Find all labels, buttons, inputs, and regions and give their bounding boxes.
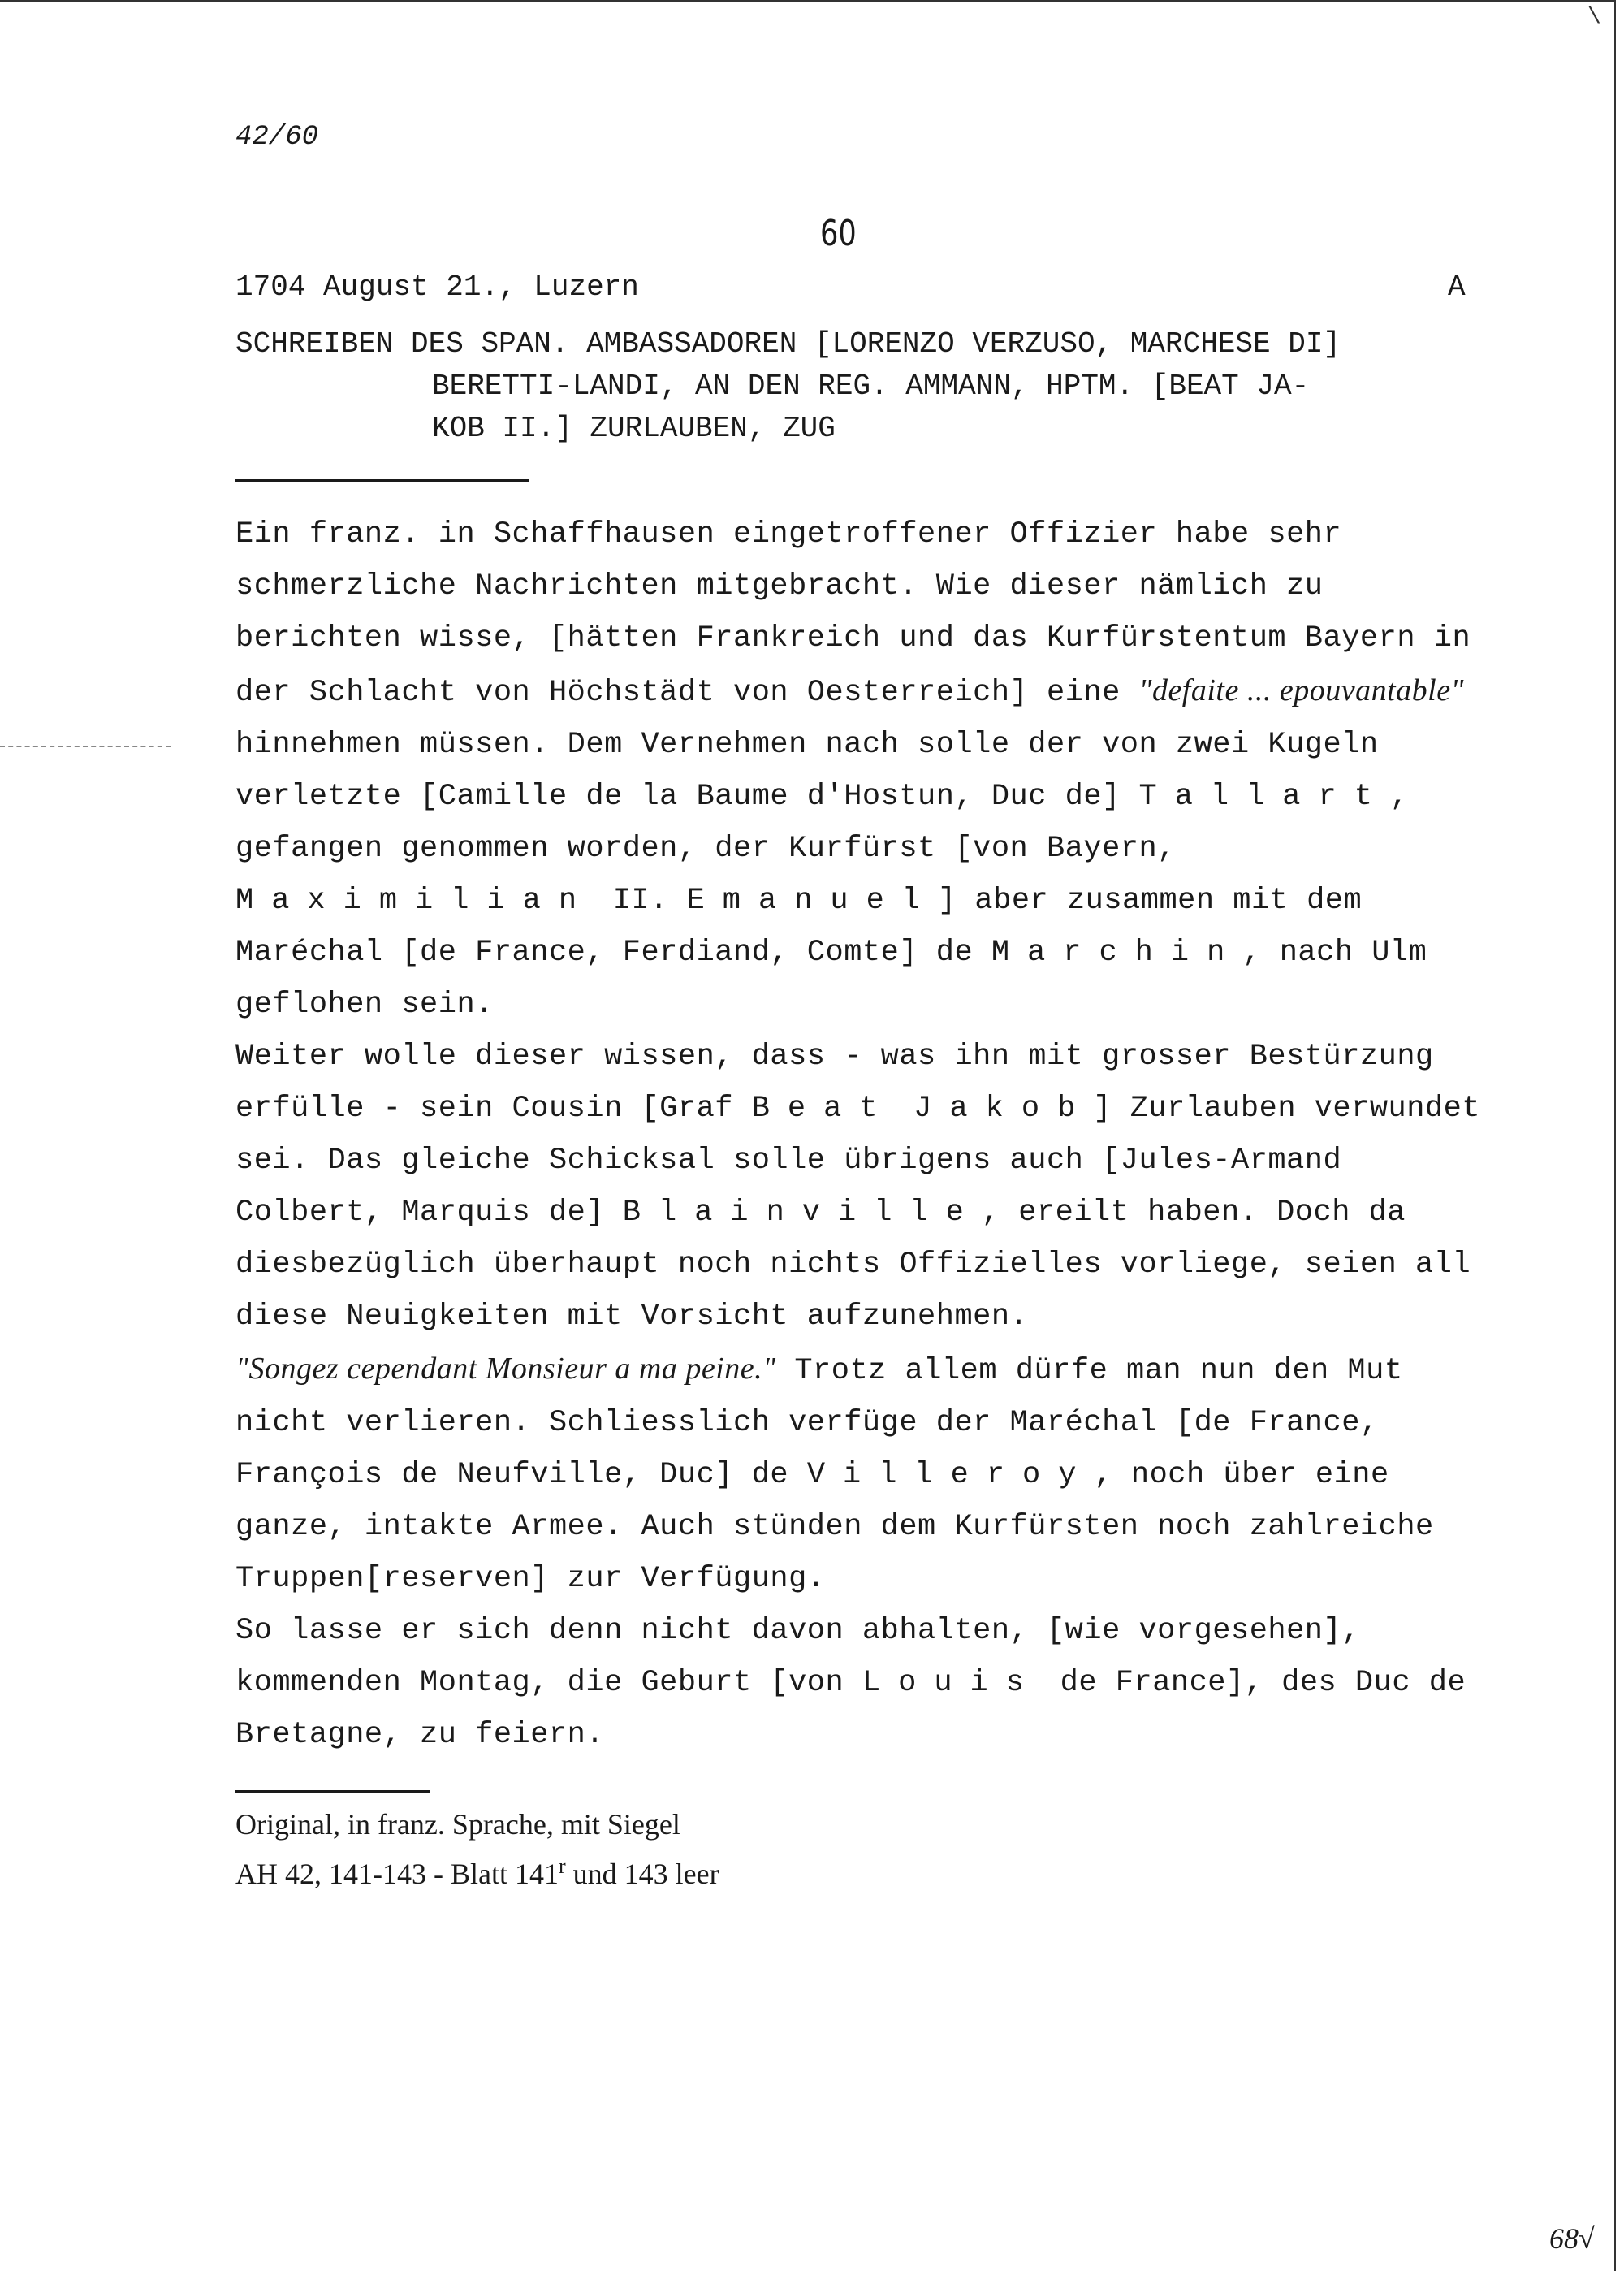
text: II. — [594, 884, 687, 918]
title-line-1: SCHREIBEN DES SPAN. AMBASSADOREN [LORENZO VERZUSO, MARCHESE DI] — [235, 327, 1341, 361]
source-line-1: Original, in franz. Sprache, mit Siegel — [235, 1808, 680, 1841]
title-line-2: BERETTI-LANDI, AN DEN REG. AMMANN, HPTM. [BEAT JA- — [432, 370, 1310, 403]
text: AH 42, 141-143 - Blatt 141 — [235, 1858, 559, 1890]
text: ] Zurlauben verwundet sei. Das gleiche Schicksal solle übrigens auch [Jules-Armand Colbert, Marquis de] — [235, 1092, 1481, 1230]
paragraph-1 — [235, 508, 1502, 1031]
archive-reference: 42/60 — [235, 122, 319, 153]
text: ] aber zusammen mit dem Maréchal [de France, Ferdiand, Comte] de — [235, 884, 1363, 970]
spaced-name: Emanuel — [686, 884, 939, 918]
french-quote: "defaite ... epouvantable" — [1138, 673, 1465, 707]
document-title — [235, 323, 1341, 450]
spaced-name: Blainville — [622, 1196, 982, 1230]
paragraph-2 — [235, 1031, 1502, 1343]
text: So lasse er sich denn nicht davon abhalten, [wie vorgesehen], kommenden Montag, die Geburt [von — [235, 1614, 1360, 1700]
regest-body — [235, 508, 1502, 1761]
recto-mark: r — [558, 1854, 566, 1878]
french-quote: "Songez cependant Monsieur a ma peine." — [235, 1352, 776, 1386]
source-note — [235, 1803, 719, 1895]
text: de France], des Duc de Bretagne, zu feiern. — [235, 1666, 1466, 1752]
text: , nach Ulm geflohen sein. — [235, 936, 1427, 1022]
text: , gefangen genommen worden, der Kurfürst [von Bayern, — [235, 780, 1409, 866]
spaced-name: Marchin — [991, 936, 1243, 970]
spaced-name: Tallart — [1138, 780, 1390, 814]
title-line-3: KOB II.] ZURLAUBEN, ZUG — [432, 412, 836, 445]
text: , ereilt haben. Doch da diesbezüglich überhaupt noch nichts Offizielles vorliege, seien all diese Neuigkeiten mit Vorsicht aufzunehmen. — [235, 1196, 1471, 1334]
paragraph-4 — [235, 1605, 1502, 1761]
text: Ein franz. in Schaffhausen eingetroffener Offizier habe sehr schmerzliche Nachrichten mitgebracht. Wie dieser nämlich zu berichten wisse, [hätten Frankreich und das Kurfürstentum Bayern in der Schlacht von Höchstädt von Oesterreich] eine — [235, 517, 1471, 710]
document-number: 60 — [820, 213, 857, 254]
text: und 143 leer — [565, 1858, 719, 1890]
page-border-right — [1614, 0, 1616, 2271]
text — [896, 1092, 914, 1126]
text: Trotz allem dürfe man nun den Mut nicht verlieren. Schliesslich verfüge der Maréchal [de France, François de Neufville, Duc] de — [235, 1354, 1403, 1492]
spaced-name: Jakob — [914, 1092, 1094, 1126]
source-line-2 — [235, 1845, 719, 1895]
text: hinnehmen müssen. Dem Vernehmen nach solle der von zwei Kugeln verletzte [Camille de la Baume d'Hostun, Duc de] — [235, 728, 1379, 814]
date-place: 1704 August 21., Luzern — [235, 270, 639, 304]
spaced-name: Beat — [751, 1092, 896, 1126]
corner-mark: \ — [1587, 5, 1601, 30]
margin-dash-mark — [0, 746, 171, 747]
spaced-name: Louis — [862, 1666, 1042, 1700]
handwritten-page-mark: 68√ — [1549, 2222, 1595, 2255]
text: , noch über eine ganze, intakte Armee. Auch stünden dem Kurfürsten noch zahlreiche Truppen[reserven] zur Verfügung. — [235, 1458, 1434, 1596]
category-letter: A — [1448, 270, 1466, 304]
paragraph-3 — [235, 1343, 1502, 1605]
header-divider — [235, 479, 529, 482]
spaced-name: Villeroy — [806, 1458, 1095, 1492]
text: Weiter wolle dieser wissen, dass - was ihn mit grosser Bestürzung erfülle - sein Cousin [Graf — [235, 1040, 1434, 1126]
spaced-name: Maximilian — [235, 884, 595, 918]
footer-divider — [235, 1790, 430, 1793]
page-border-top — [0, 0, 1616, 2]
